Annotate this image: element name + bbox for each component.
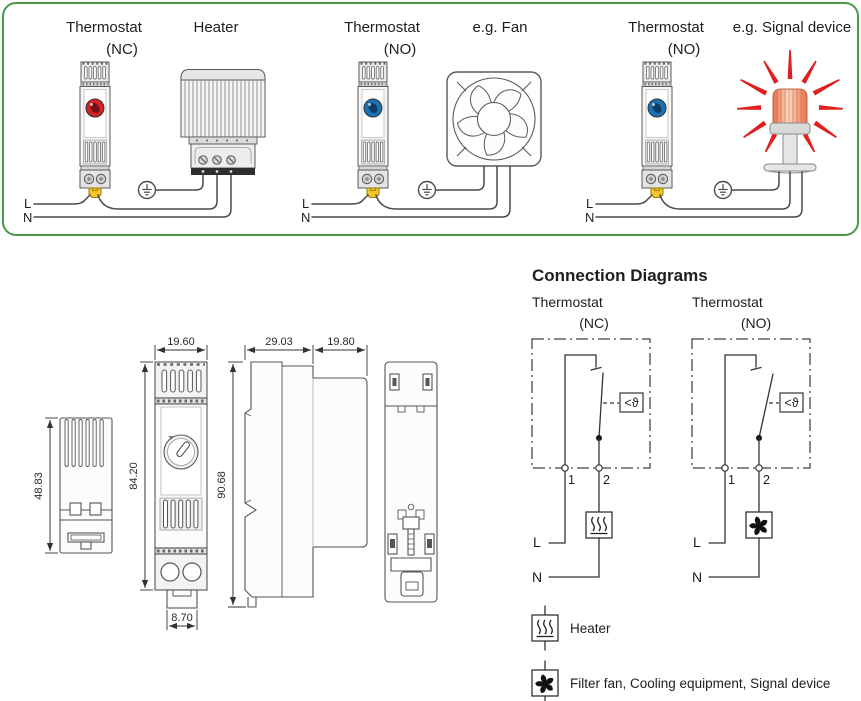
dim-19-80 — [315, 336, 367, 376]
wire-n-label: N — [532, 569, 543, 585]
dimension-drawings — [20, 320, 500, 701]
terminal-2-label: 2 — [603, 473, 610, 487]
signal-beacon-device — [737, 50, 843, 173]
wiring-example-fan — [294, 6, 566, 230]
terminal-1 — [562, 465, 568, 471]
legend-fan — [532, 661, 830, 701]
thermostat-label: Thermostat — [344, 19, 420, 36]
thermostat-device-no — [642, 62, 672, 198]
terminal-2-label: 2 — [763, 473, 770, 487]
wire-n-label: N — [692, 569, 703, 585]
small-unit-drawing — [60, 418, 112, 553]
wire-l-label: L — [586, 196, 594, 211]
side-view-drawing — [245, 362, 367, 607]
thermostat-variant-label: (NC) — [106, 41, 138, 58]
terminal-1-label: 1 — [568, 473, 575, 487]
thermostat-label: Thermostat — [628, 19, 704, 36]
svg-text:90.68: 90.68 — [216, 471, 228, 499]
fan-device — [447, 72, 541, 166]
dim-8-70 — [167, 610, 197, 630]
legend-heater — [532, 606, 611, 650]
load-label: e.g. Fan — [472, 19, 528, 36]
legend-fan-label: Filter fan, Cooling equipment, Signal device — [570, 676, 831, 691]
schematic-no — [692, 294, 810, 585]
beacon-dome — [773, 89, 807, 123]
terminal-2 — [596, 465, 602, 471]
dim-29-03 — [245, 336, 313, 364]
wire-l-label: L — [24, 196, 32, 211]
wires — [312, 166, 510, 217]
svg-text:48.83: 48.83 — [33, 472, 45, 500]
wire-l-label: L — [302, 196, 310, 211]
wiring-example-heater — [16, 6, 288, 230]
schematic-nc-label: Thermostat — [532, 294, 603, 310]
earth-icon — [139, 182, 156, 199]
wire-n-label: N — [23, 210, 33, 225]
schematic-no-variant: (NO) — [740, 315, 772, 331]
thermostat-device-no — [358, 62, 388, 198]
wire-n-label: N — [301, 210, 311, 225]
din-clip — [651, 188, 663, 198]
temperature-sensor-label: <ϑ — [784, 396, 799, 410]
switch-lever-open — [759, 374, 773, 438]
dim-90-68 — [216, 362, 246, 607]
temperature-sensor-label: <ϑ — [624, 396, 639, 410]
wire-l-label: L — [693, 534, 701, 550]
wire-l-label: L — [533, 534, 541, 550]
schematic-no-label: Thermostat — [692, 294, 763, 310]
terminal-1-label: 1 — [728, 473, 735, 487]
svg-text:8.70: 8.70 — [171, 612, 193, 624]
wires — [34, 175, 231, 217]
wire-n-label: N — [585, 210, 595, 225]
thermostat-variant-label: (NO) — [667, 41, 701, 58]
din-clip — [367, 188, 379, 198]
wires — [596, 172, 802, 217]
front-view-drawing — [155, 362, 207, 608]
heater-device — [181, 70, 265, 176]
connection-diagrams — [520, 255, 861, 701]
din-clip — [89, 188, 101, 198]
terminal-1 — [722, 465, 728, 471]
earth-icon — [419, 182, 436, 199]
load-label: e.g. Signal device — [732, 19, 852, 36]
thermostat-device-nc — [80, 62, 110, 198]
legend-heater-label: Heater — [570, 621, 611, 636]
dim-84-20 — [128, 362, 153, 590]
earth-icon — [715, 182, 732, 199]
svg-text:19.60: 19.60 — [167, 336, 195, 348]
thermostat-label: Thermostat — [66, 19, 142, 36]
dim-48-83 — [33, 418, 58, 553]
dim-19-60 — [155, 336, 207, 360]
switch-lever-closed — [599, 373, 603, 438]
load-label: Heater — [193, 19, 239, 36]
thermostat-variant-label: (NO) — [383, 41, 417, 58]
connection-diagrams-title: Connection Diagrams — [532, 266, 708, 285]
svg-text:19.80: 19.80 — [327, 336, 355, 348]
schematic-nc-variant: (NC) — [579, 315, 609, 331]
rear-view-drawing — [385, 362, 437, 602]
svg-text:84.20: 84.20 — [128, 462, 140, 490]
wiring-example-signal-device — [578, 6, 857, 230]
schematic-nc — [532, 294, 650, 585]
terminal-2 — [756, 465, 762, 471]
svg-text:29.03: 29.03 — [265, 336, 293, 348]
